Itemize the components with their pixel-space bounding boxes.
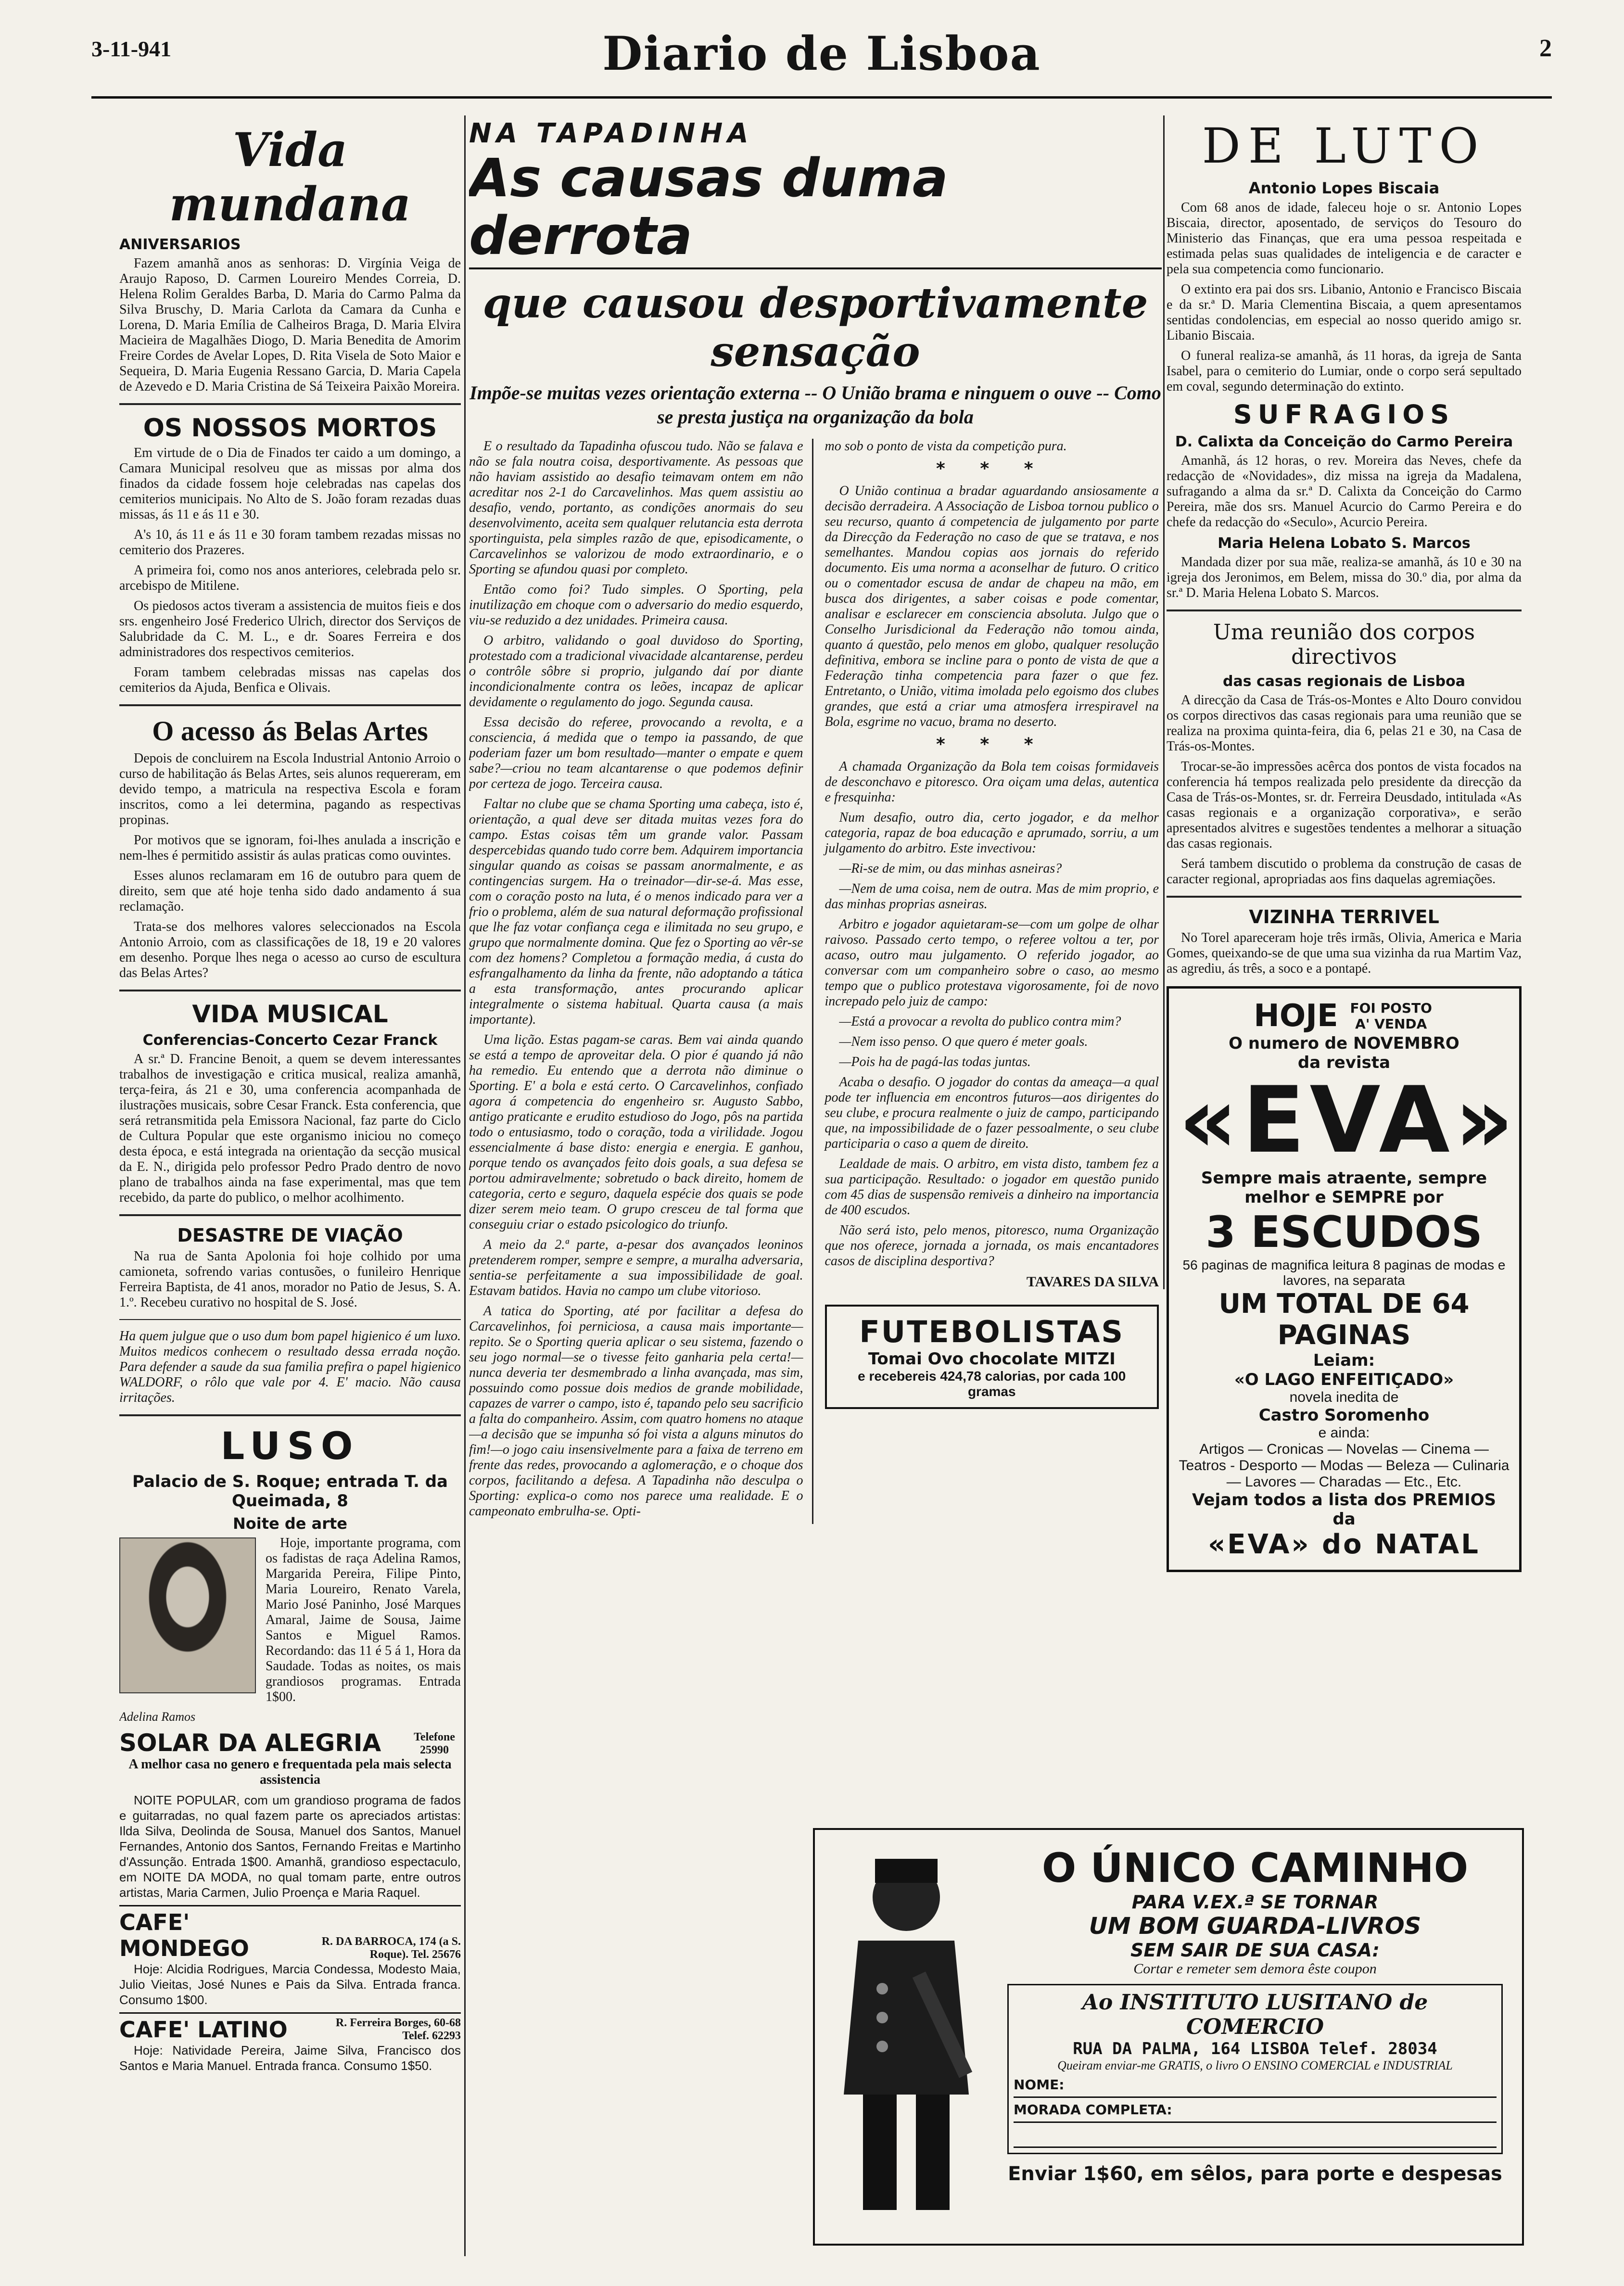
article-dialogue: —Está a provocar a revolta do publico contra mim? — [839, 1014, 1121, 1029]
eva-list: Artigos — Cronicas — Novelas — Cinema — Teatros - Desporto — Modas — Beleza — Culinaria — Lavores — Charadas — Etc., Etc. — [1179, 1441, 1510, 1490]
sufragios-heading: SUFRAGIOS — [1233, 399, 1455, 430]
belas-paragraph: Esses alunos reclamaram em 16 de outubro para quem de direito, sem que até hoje tenha sido dado andamento á sua reclamação. — [119, 868, 461, 914]
latino-address: R. Ferreira Borges, 60-68 Telef. 62293 — [335, 2017, 461, 2042]
reuniao-subheading: das casas regionais de Lisboa — [1223, 673, 1465, 690]
article-paragraph: O arbitro, validando o goal duvidoso do Sporting, protestado com a tradicional vivacidade alcantarense, perdeu o contrôle sôbre si proprio, julgando daí por diante incondicionalmente contra os leões, incapaz de aplicar devidamente o regulamento do jogo. Segunda causa. — [469, 633, 803, 710]
mondego-heading: CAFE' MONDEGO — [119, 1909, 249, 1961]
column-rule — [464, 115, 466, 2256]
eva-natal: «EVA» do NATAL — [1208, 1529, 1480, 1560]
divider — [1167, 610, 1522, 611]
coupon-address-field[interactable]: MORADA COMPLETA: — [1014, 2098, 1497, 2123]
article-paragraph: E o resultado da Tapadinha ofuscou tudo. Não se falava e não se fala noutra coisa, desportivamente. As pessoas que não haviam assistido ao desafio teimavam ontem em não acreditar nos 2-1 do Carcavelinhos. Mas quem assistiu ao desafio, vendo, portanto, as condições anormais do seu desenvolvimento, aceita sem qualquer relutancia esta derrota sportinguista, pela simples razão de que, episodicamente, o Carcavelinhos se valorizou de modo extraordinario, e o Sporting se afundou quasi por completo. — [469, 439, 803, 577]
article-paragraph: Lealdade de mais. O arbitro, em vista disto, tambem fez a sua participação. Resultado: o jogador em questão punido com 45 dias de suspensão remiveis a dinheiro na importancia de 400 escudos. — [825, 1156, 1159, 1218]
obituary-paragraph: O extinto era pai dos srs. Libanio, Antonio e Francisco Biscaia e da sr.ª D. Maria Clementina Biscaia, a quem apresentamos sentidas condolencias, em especial ao nosso querido amigo sr. Libanio Biscaia. — [1167, 282, 1522, 343]
reuniao-heading: Uma reunião dos corpos directivos — [1213, 620, 1475, 669]
headline-rule — [469, 267, 1162, 269]
solar-phone: Telefone 25990 — [414, 1731, 455, 1756]
belas-paragraph: Por motivos que se ignoram, foi-lhes anulada a inscrição e nem-lhes é permitido assistir ás aulas praticas como ouvintes. — [119, 833, 461, 863]
eva-vejam: Vejam todos a lista dos PREMIOS da — [1192, 1490, 1497, 1529]
eva-title: «EVA» — [1179, 1067, 1519, 1173]
mondego-paragraph: Hoje: Alcidia Rodrigues, Marcia Condessa, Modesto Maia, Julio Vieitas, José Nunes e Pais da Silva. Entrada franca. Consumo 1$00. — [119, 1962, 461, 2007]
masthead-rule — [91, 96, 1552, 99]
divider — [119, 990, 461, 991]
article-paragraph: Essa decisão do referee, provocando a revolta, e a consciencia, á medida que o tempo ia passando, de que poderiam fazer um bom resultado—manter o empate e quem sabe?—criou no team alcantarense o que podemos definir por certeza de jogo. Terceira causa. — [469, 715, 803, 791]
eva-author: Castro Soromenho — [1258, 1406, 1430, 1425]
article-dialogue: —Ri-se de mim, ou das minhas asneiras? — [839, 861, 1062, 876]
luso-heading: LUSO — [220, 1425, 360, 1468]
luso-address: Palacio de S. Roque; entrada T. da Queimada, 8 — [132, 1472, 448, 1511]
obituary-paragraph: Com 68 anos de idade, faleceu hoje o sr. Antonio Lopes Biscaia, director, aposentado, de serviços do Tesouro do Ministerio das Finanças, que era uma pessoa respeitada e estimada pelas suas qualidades de inteligencia e de caracter e pela sua competencia como funcionario. — [1167, 200, 1522, 277]
aniversarios-text: Fazem amanhã anos as senhoras: D. Virgínia Veiga de Araujo Raposo, D. Carmen Loureiro Mendes Correia, D. Helena Rolim Geraldes Barba, D. Maria do Carmo Palma da Silva Bruschy, D. Maria Carlota da Camara da Cunha e Lorena, D. Maria Emília de Calheiros Braga, D. Maria Elvira Macieira de Magalhães Diogo, D. Maria Benedita de Amorim Freire Cordes de Avelar Lopes, D. Rita Visela de Soto Maior e Sequeira, D. Maria Eugenia Ressano Garcia, D. Maria Capela de Azevedo e D. Maria Cristina de Sá Teixeira Paixão Moreira. — [119, 256, 461, 394]
instituto-postage: Enviar 1$60, em sêlos, para porte e despesas — [1008, 2163, 1502, 2185]
newspaper-title: Diario de Lisboa — [602, 26, 1041, 81]
mondego-address: R. DA BARROCA, 174 (a S. Roque). Tel. 25676 — [321, 1935, 461, 1961]
article-paragraph: A meio da 2.ª parte, a-pesar dos avançados leoninos pretenderem romper, sempre e sempre, a muralha adversaria, sentia-se perfeitamente a sua impossibilidade de goal. Estavam batidos. Havia no campo um clube vitorioso. — [469, 1237, 803, 1298]
mondego-header — [119, 1905, 461, 1961]
obituary-name: Antonio Lopes Biscaia — [1248, 179, 1440, 197]
vizinha-heading: VIZINHA TERRIVEL — [1249, 906, 1439, 927]
de-luto-heading: DE LUTO — [1202, 118, 1486, 174]
article-paragraph: Não será isto, pelo menos, pitoresco, numa Organização que nos oferece, jornada a jornada, os mais encantadores casos de disciplina desportiva? — [825, 1223, 1159, 1269]
mortos-paragraph: A primeira foi, como nos anos anteriores, celebrada pelo sr. arcebispo de Mitilene. — [119, 563, 461, 593]
solar-paragraph: NOITE POPULAR, com um grandioso programa de fados e guitarradas, no qual fazem parte os apreciados artistas: Ilda Silva, Deolinda de Sousa, Manuel dos Santos, Manuel Fernandes, Antonio dos Santos, Fernando Freitas e Martinho d'Assunção. Entrada 1$00. Amanhã, grandioso espectaculo, em NOITE DA MODA, no qual tomam parte, entre outros artistas, Maria Carmen, Julio Proença e Maria Raquel. — [119, 1793, 461, 1900]
vida-mundana-heading: Vida mundana — [169, 123, 411, 231]
mortos-paragraph: Em virtude de o Dia de Finados ter caido a um domingo, a Camara Municipal resolveu que as missas por alma dos finados da cidade fossem hoje celebradas nas capelas dos cemiterios municipais. No Alto de S. João foram rezadas duas missas, ás 11 e ás 11 e 30. — [119, 445, 461, 522]
article-paragraph: Arbitro e jogador aquietaram-se—com um golpe de olhar raivoso. Passado certo tempo, o referee voltou a ter, por acaso, outro mau julgamento. O referido jogador, ao conversar com um companheiro sobre o caso, ao mesmo tempo que o publico protestava vigorosamente, foi de novo increpado pelo juiz de campo: — [825, 917, 1159, 1009]
article-signature: TAVARES DA SILVA — [1026, 1274, 1159, 1290]
aniversarios-heading: ANIVERSARIOS — [119, 236, 241, 253]
article-paragraph: Faltar no clube que se chama Sporting uma cabeça, isto é, orientação, a qual deve ser ditada muitas vezes fora do campo. Estas coisas têm um grande valor. Passam despercebidas quando tudo corre bem. Adquirem importancia singular quando as coisas se passam anormalmente, e as contingencias surgem. Ha o treinador—dir-se-á. Mas esse, com o coração posto na luta, é o menos indicado para ver a frio o problema, além de sua natural deformação profissional que lhe faz votar confiança cega e ilimitada no seu grupo, e grupo que normalmente domina. Que fez o Sporting ao vêr-se com dez homens? Completou a formação media, á custa do esfrangalhamento da linha da frente, não adoptando a tática a esta transformação, antes procurando aplicar integralmente o sistema habitual. Quarta causa (a mais importante). — [469, 797, 803, 1027]
eva-sempre: Sempre mais atraente, sempre melhor e SEMPRE por — [1201, 1168, 1487, 1207]
solar-subtitle: A melhor casa no genero e frequentada pela mais selecta assistencia — [128, 1757, 452, 1787]
instituto-coupon-note: Cortar e remeter sem demora êste coupon — [1133, 1961, 1377, 1977]
article-headline-secondary: que causou desportivamente sensação — [482, 279, 1148, 376]
musical-subheading: Conferencias-Concerto Cezar Franck — [142, 1032, 438, 1049]
futebolistas-line1: Tomai Ovo chocolate MITZI — [868, 1349, 1116, 1369]
belas-paragraph: Trata-se dos melhores valores seleccionados na Escola Antonio Arroio, com as classificações de 18, 19 e 20 valores em desenho. Porque lhes nega o acesso ao curso de escultura das Belas Artes? — [119, 919, 461, 980]
article-paragraph: O União continua a bradar aguardando ansiosamente a decisão derradeira. A Associação de Lisboa tornou publico o seu recurso, quanto á competencia de julgamento por parte da Direcção da Federação no caso de que se tratava, e nos semelhantes. Mandou copias aos jornais do referido documento. Eis uma norma a aconselhar de futuro. O critico ou o comentador escusa de andar de chapeu na mão, em busca dos dirigentes, a saber coisas e pode comentar, analisar e esclarecer em consciencia absoluta. Julgo que o Conselho Jurisdicional da Federação não tomou ainda, quanto á questão, pelo menos em globo, qualquer resolução definitiva, embora se incline para o ponto de vista de que a Federação tinha competencia para fazer o que fez. Entretanto, o União, vitima imolada pelo egoismo dos clubes grandes, que está a criar uma atmosfera irrespiravel na Bola, esgrime no vacuo, brama no deserto. — [825, 483, 1159, 729]
reuniao-paragraph: Será tambem discutido o problema da construção de casas de caracter regional, apropriadas aos fins daquelas agremiações. — [1167, 856, 1522, 887]
eva-pages: 56 paginas de magnifica leitura 8 paginas de modas e lavores, na separata — [1182, 1257, 1506, 1288]
desastre-heading: DESASTRE DE VIAÇÃO — [177, 1225, 403, 1246]
instituto-text — [998, 1844, 1512, 2185]
musical-paragraph: A sr.ª D. Francine Benoit, a quem se devem interessantes trabalhos de investigação e critica musical, realiza amanhã, terça-feira, ás 21 e 30, uma conferencia acompanhada de ilustrações musicais, sobre Cesar Franck. Esta conferencia, que será retransmitida pela Emissora Nacional, faz parte do Ciclo de Cultura Popular que este organismo iniciou no começo desta época, e está integrada na orientação da secção musical da E. N., dirigida pelo professor Pedro Prado dentro de novo plano de trabalhos ainda na fase experimental, mas que tem recebido, da parte do publico, o melhor acolhimento. — [119, 1052, 461, 1205]
eva-posto: FOI POSTO A' VENDA — [1350, 1000, 1432, 1032]
article-body — [469, 439, 1162, 1524]
masthead — [91, 26, 1552, 89]
latino-heading: CAFE' LATINO — [119, 2017, 288, 2043]
futebolistas-ad — [825, 1305, 1159, 1409]
luso-subtitle: Noite de arte — [233, 1514, 347, 1533]
article-paragraph: A chamada Organização da Bola tem coisas formidaveis de desconchavo e pitoresco. Ora oiçam uma delas, autentica e fresquinha: — [825, 759, 1159, 805]
eva-price: 3 ESCUDOS — [1205, 1207, 1483, 1257]
eva-numero: O numero de NOVEMBRO — [1229, 1034, 1459, 1053]
desastre-paragraph: Na rua de Santa Apolonia foi hoje colhido por uma camioneta, sofrendo varias contusões, o funileiro Henrique Ferreira Baptista, de 41 anos, morador no Patio de Jesus, S. A. 1.º. Recebeu curativo no hospital de S. José. — [119, 1249, 461, 1310]
issue-date: 3-11-941 — [91, 37, 172, 61]
coupon-request: Queiram enviar-me GRATIS, o livro O ENSINO COMERCIAL e INDUSTRIAL — [1057, 2058, 1453, 2072]
fadista-photo — [119, 1537, 256, 1693]
instituto-line: SEM SAIR DE SUA CASA: — [1130, 1940, 1380, 1961]
sufragio-paragraph: Mandada dizer por sua mãe, realiza-se amanhã, ás 10 e 30 na igreja dos Jeronimos, em Belem, missa do 30.º dia, por alma da sr.ª D. Maria Helena Lobato S. Marcos. — [1167, 555, 1522, 600]
nossos-mortos-heading: OS NOSSOS MORTOS — [143, 414, 437, 443]
eva-novela: novela inedita de — [1289, 1389, 1399, 1405]
futebolistas-heading: FUTEBOLISTAS — [859, 1314, 1125, 1349]
sufragio-name: D. Calixta da Conceição do Carmo Pereira — [1175, 433, 1513, 450]
eva-total: UM TOTAL DE 64 PAGINAS — [1218, 1288, 1470, 1351]
instituto-line: PARA V.EX.ª SE TORNAR — [1131, 1892, 1379, 1913]
divider — [119, 704, 461, 706]
vizinha-paragraph: No Torel apareceram hoje três irmãs, Olivia, America e Maria Gomes, queixando-se de que uma sua vizinha da rua Martim Vaz, as agrediu, ás três, a soco e a pontapé. — [1167, 930, 1522, 976]
column-rule — [1163, 115, 1165, 1289]
sufragio-name: Maria Helena Lobato S. Marcos — [1218, 535, 1471, 552]
divider — [1167, 896, 1522, 898]
article-paragraph: A tatica do Sporting, até por facilitar a defesa do Carcavelinhos, foi perniciosa, a causa mais importante—repito. Se o Sporting queria aplicar o seu sistema, fazendo o seu jogo normal—se o tivesse feito ganharia pela certa!—nunca deveria ter desmembrado a linha avançada, mas sim, possuindo como possue dois medios de grande mobilidade, capazes de varrer o campo, isto é, tapando pelo seu sacrificio a falta do companheiro. Assim, com quatro homens no ataque—a decisão que se impunha só foi vista a alguns minutos do fim!—o jogo caiu insensivelmente para a faixa de terreno em frente das redes, provocando a aglomeração, e o choque dos corpos, facilitando a defesa. A Tapadinha não desculpa o Sporting: explica-o como nos parece uma realidade. E o campeonato embrulha-se. Opti- — [469, 1304, 803, 1519]
sufragio-paragraph: Amanhã, ás 12 horas, o rev. Moreira das Neves, chefe da redacção de «Novidades», diz missa na igreja da Madalena, sufragando a alma da sr.ª D. Calixta da Conceição do Carmo Pereira, mãe dos srs. Manuel Acurcio do Carmo Pereira e do chefe da redacção do «Seculo», Acurcio Pereira. — [1167, 453, 1522, 530]
reuniao-paragraph: A direcção da Casa de Trás-os-Montes e Alto Douro convidou os corpos directivos das casas regionais para uma reunião que se realiza na proxima quinta-feira, dia 6, pelas 21 e 30, na Casa de Trás-os-Montes. — [1167, 693, 1522, 754]
left-column — [119, 118, 461, 2259]
instituto-headline: O ÚNICO CAMINHO — [1041, 1844, 1469, 1892]
coupon-blank-field[interactable] — [1014, 2123, 1497, 2148]
instituto-coupon — [1007, 1984, 1503, 2154]
article-subcolumn-left — [469, 439, 813, 1524]
coupon-address-title: Ao INSTITUTO LUSITANO de COMERCIO — [1082, 1990, 1428, 2039]
latino-header — [119, 2012, 461, 2043]
article-deck: Impõe-se muitas vezes orientação externa -- O União brama e ninguem o ouve -- Como se presta justiça na organização da bola — [469, 382, 1161, 428]
divider — [119, 403, 461, 405]
obituary-paragraph: O funeral realiza-se amanhã, ás 11 horas, da igreja de Santa Isabel, para o cemiterio do Lumiar, onde o corpo será sepultado em coval, segundo determinação do extinto. — [1167, 348, 1522, 394]
vida-musical-heading: VIDA MUSICAL — [192, 1000, 388, 1028]
mortos-paragraph: A's 10, ás 11 e ás 11 e 30 foram tambem rezadas missas no cemiterio dos Prazeres. — [119, 527, 461, 558]
latino-paragraph: Hoje: Natividade Pereira, Jaime Silva, Francisco dos Santos e Maria Manuel. Entrada franca. Consumo 1$50. — [119, 2043, 461, 2073]
divider — [119, 1414, 461, 1416]
article-dialogue: —Nem isso penso. O que quero é meter goals. — [839, 1034, 1088, 1049]
article-paragraph: Uma lição. Estas pagam-se caras. Bem vai ainda quando se está a tempo de aproveitar dela. O pior é quando já não ha remedio. Eu entendo que a derrota não diminue o Sporting. E' a bola e está certo. O Carcavelinhos, confiado agora á competencia do engenheiro sr. Augusto Sabbo, antigo praticante e erudito estudioso do Jogo, pôs na partida todo o entusiasmo, todo o coração, toda a virilidade. Jogou essencialmente á base disto: energia e energia. E ganhou, porque tendo os avançados feito dois goals, a sua defesa se portou admiravelmente; sobretudo o back direito, homem de categoria, certo e seguro, daquela espécie dos quais se pode dizer serem meio team. O grupo cresceu de tal forma que conseguiu criar o estado psicologico do triunfo. — [469, 1032, 803, 1232]
solar-heading: SOLAR DA ALEGRIA — [119, 1729, 381, 1757]
mortos-paragraph: Os piedosos actos tiveram a assistencia de muitos fieis e dos srs. engenheiro José Frederico Ulrich, director dos Serviços de Salubridade da C. M. L., e dr. Soares Ferreira e dos administradores dos respectivos cemiterios. — [119, 598, 461, 660]
eva-eainda: e ainda: — [1318, 1425, 1370, 1441]
belas-paragraph: Depois de concluirem na Escola Industrial Antonio Arroio o curso de habilitação ás Belas Artes, seis alunos requereram, em devido tempo, a matricula na respectiva Escola e foram inscritos, como a lei determina, pagando as respectivas propinas. — [119, 751, 461, 827]
article-kicker: NA TAPADINHA — [469, 118, 753, 149]
eva-lago: «O LAGO ENFEITIÇADO» — [1234, 1370, 1454, 1389]
waldorf-ad: Ha quem julgue que o uso dum bom papel higienico é um luxo. Muitos medicos conhecem o resultado dessa errada noção. Para defender a saude da sua familia prefira o papel higienico WALDORF, o rôlo que vale por 4. E' macio. Não causa irritações. — [119, 1329, 461, 1405]
instituto-lusitano-ad — [813, 1828, 1524, 2246]
futebolistas-line2: e recebereis 424,78 calorias, por cada 100 gramas — [858, 1369, 1126, 1399]
eva-hoje: HOJE — [1254, 998, 1338, 1034]
page-number: 2 — [1539, 35, 1552, 62]
luso-paragraph: Hoje, importante programa, com os fadistas de raça Adelina Ramos, Margarida Pereira, Filipe Pinto, Maria Loureiro, Renato Varela, Mario José Paninho, José Marques Amaral, Jaime de Sousa, Jaime Santos e Miguel Ramos. Recordando: das 11 é 5 á 1, Hora da Saudade. Todas as noites, os mais grandiosos programas. Entrada 1$00. — [266, 1536, 461, 1704]
photo-caption: Adelina Ramos — [119, 1710, 196, 1724]
belas-artes-heading: O acesso ás Belas Artes — [152, 715, 428, 747]
coupon-name-field[interactable]: NOME: — [1014, 2073, 1497, 2098]
article-dialogue: —Nem de uma coisa, nem de outra. Mas de mim proprio, e das minhas proprias asneiras. — [825, 881, 1159, 912]
article-paragraph: Num desafio, outro dia, certo jogador, e da melhor categoria, rapaz de boa educação e aprumado, sorriu, a um julgamento do arbitro. Este invectivou: — [825, 810, 1159, 856]
coupon-address: RUA DA PALMA, 164 LISBOA Telef. 28034 — [1073, 2039, 1437, 2058]
divider — [119, 1319, 461, 1320]
eva-magazine-ad — [1167, 986, 1522, 1572]
eva-revista: da revista — [1297, 1053, 1391, 1072]
solar-header — [119, 1729, 461, 1757]
right-column — [1167, 118, 1522, 1821]
article-paragraph: Então como foi? Tudo simples. O Sporting, pela inutilização em choque com o adversario do medio esquerdo, viu-se reduzido a dez unidades. Primeira causa. — [469, 582, 803, 628]
article-paragraph: Acaba o desafio. O jogador do contas da ameaça—a qual pode ter influencia em encontros futuros—aos dirigentes do seu clube, e procura realmente o juiz de campo, participando que, na impossibilidade de o fazer pessoalmente, o seu clube participaria o caso a quem de direito. — [825, 1075, 1159, 1151]
article-dialogue: —Pois ha de pagá-las todas juntas. — [839, 1054, 1031, 1069]
eva-leiam: Leiam: — [1313, 1351, 1375, 1370]
article-headline: As causas duma derrota — [469, 147, 949, 267]
article-paragraph: mo sob o ponto de vista da competição pura. — [825, 439, 1067, 454]
reuniao-paragraph: Trocar-se-ão impressões acêrca dos pontos de vista focados na conferencia há tempos realizada pelo presidente da direcção da Casa de Trás-os-Montes, sr. dr. Ferreira Deusdado, intitulada «As casas regionais e a organização corporativa», e serão apresentados alvitres e sugestões tendentes a melhorar a situação das casas regionais. — [1167, 759, 1522, 851]
divider — [119, 1214, 461, 1216]
section-stars: * * * — [936, 459, 1048, 479]
instituto-line: UM BOM GUARDA-LIVROS — [1089, 1913, 1421, 1940]
mortos-paragraph: Foram tambem celebradas missas nas capelas dos cemiterios da Ajuda, Benfica e Olivais. — [119, 665, 461, 695]
bookkeeper-figure-icon — [825, 1844, 988, 2220]
article-subcolumn-right — [825, 439, 1162, 1524]
section-stars: * * * — [936, 735, 1048, 754]
